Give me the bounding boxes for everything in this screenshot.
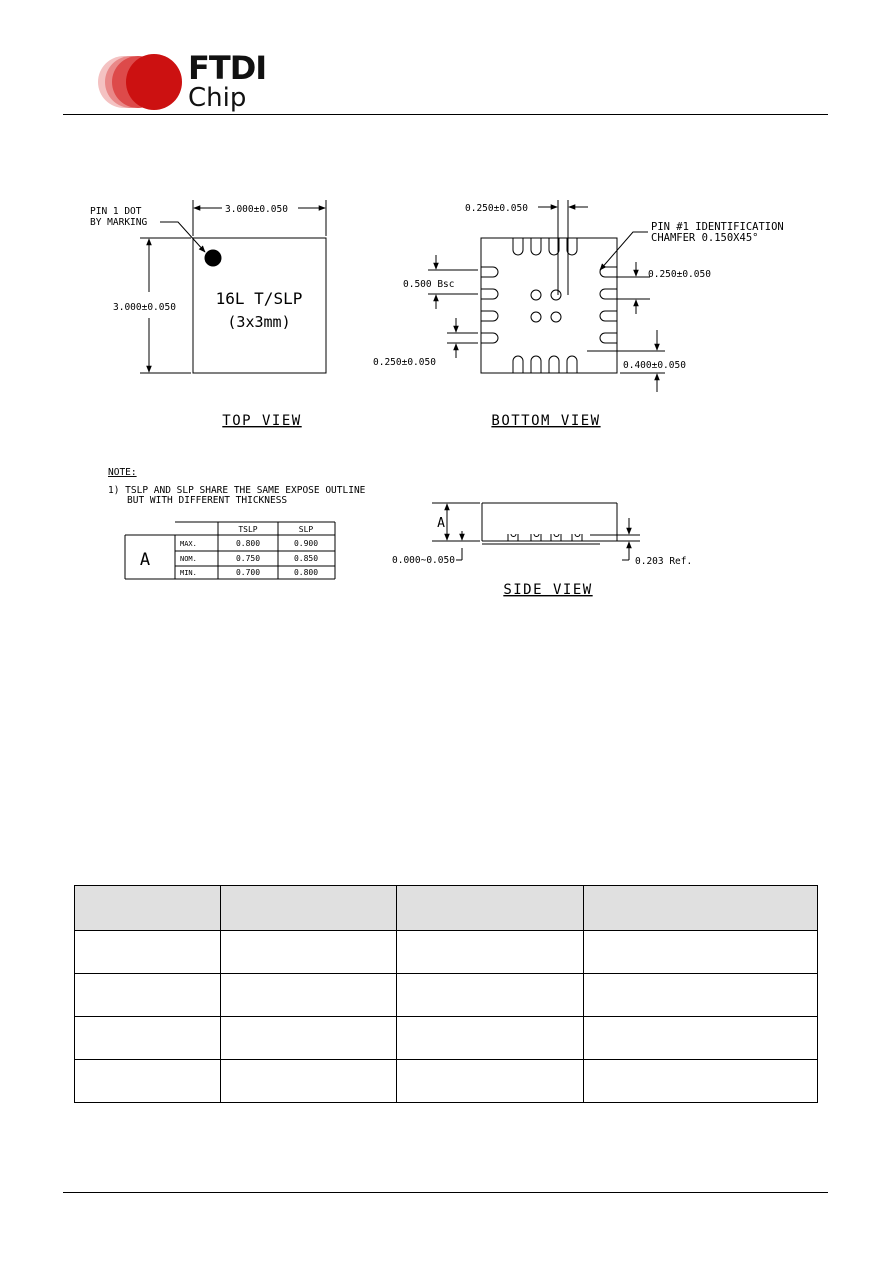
logo-text-ftdi: FTDI (188, 49, 267, 87)
pin1-leader (160, 222, 205, 252)
table-row (75, 974, 818, 1017)
center-pad (551, 312, 561, 322)
table-cell (584, 1060, 818, 1103)
lead (549, 356, 559, 373)
table-cell (75, 1017, 221, 1060)
left-lead-dim: 0.250±0.050 (373, 357, 436, 368)
note-line1: 1) TSLP AND SLP SHARE THE SAME EXPOSE OUTLINE (108, 485, 366, 496)
table-header-row (75, 886, 818, 931)
lead (600, 289, 617, 299)
pin1-note-line2: BY MARKING (90, 217, 148, 228)
table-cell (584, 1017, 818, 1060)
lead (481, 333, 498, 343)
thickness-cell: 0.900 (293, 539, 319, 548)
thickness-cell: 0.700 (235, 568, 261, 577)
table-row (75, 1060, 818, 1103)
thickness-col-slp: SLP (298, 525, 314, 534)
pin1-note-line1: PIN 1 DOT (90, 206, 142, 217)
data-table (74, 885, 818, 1103)
lead (513, 356, 523, 373)
thickness-row-label: MAX. (180, 540, 197, 548)
note-line2: BUT WITH DIFFERENT THICKNESS (127, 495, 288, 506)
table-header-cell (584, 886, 818, 931)
pin1-dot (205, 250, 221, 266)
lead (531, 356, 541, 373)
center-pad (531, 312, 541, 322)
top-view-caption: TOP VIEW (222, 413, 302, 429)
center-pad (551, 290, 561, 300)
thickness-row-label: NOM. (180, 555, 197, 563)
table-cell (75, 931, 221, 974)
lead (481, 289, 498, 299)
thickness-row-label: MIN. (180, 569, 197, 577)
table-cell (396, 974, 584, 1017)
right-lead-dim: 0.250±0.050 (648, 269, 711, 280)
pin1-id-line1: PIN #1 IDENTIFICATION (651, 221, 784, 233)
table-header-cell (75, 886, 221, 931)
lead (531, 238, 541, 255)
note-heading: NOTE: (108, 467, 137, 478)
table-cell (220, 974, 396, 1017)
thickness-cell: 0.800 (235, 539, 261, 548)
bottom-view-caption: BOTTOM VIEW (491, 413, 601, 429)
side-view-caption: SIDE VIEW (503, 582, 593, 598)
lead-length-dim: 0.400±0.050 (623, 360, 686, 371)
table-cell (396, 1017, 584, 1060)
table-row (75, 931, 818, 974)
table-cell (220, 1060, 396, 1103)
package-outline-drawing (0, 0, 892, 620)
package-size: (3x3mm) (227, 313, 291, 331)
table-cell (584, 931, 818, 974)
footer-rule (63, 1192, 828, 1193)
table-cell (396, 1060, 584, 1103)
lead (481, 267, 498, 277)
thickness-cell: 0.850 (293, 554, 319, 563)
thickness-cell: 0.750 (235, 554, 261, 563)
top-width-dim: 3.000±0.050 (225, 204, 288, 215)
pin1-id-line2: CHAMFER 0.150X45° (651, 232, 759, 244)
logo-text-chip: Chip (188, 83, 247, 113)
lead (600, 311, 617, 321)
table-header-cell (220, 886, 396, 931)
table-header-cell (396, 886, 584, 931)
table-cell (584, 974, 818, 1017)
bottom-top-lead-dim: 0.250±0.050 (465, 203, 528, 214)
table-cell (75, 1060, 221, 1103)
lead (600, 333, 617, 343)
table-row (75, 1017, 818, 1060)
pitch-dim: 0.500 Bsc (403, 279, 455, 290)
lead (481, 311, 498, 321)
bottom-view-body (481, 238, 617, 373)
package-name: 16L T/SLP (215, 289, 303, 308)
table-cell (75, 974, 221, 1017)
thickness-symbol: A (139, 550, 151, 570)
table-cell (220, 931, 396, 974)
thickness-cell: 0.800 (293, 568, 319, 577)
table-cell (396, 931, 584, 974)
side-view-a-symbol: A (437, 516, 445, 531)
table-cell (220, 1017, 396, 1060)
lead (600, 267, 617, 277)
thickness-col-tslp: TSLP (238, 525, 258, 534)
center-pad (531, 290, 541, 300)
lead (513, 238, 523, 255)
lead-thickness-dim: 0.203 Ref. (635, 556, 693, 567)
top-height-dim: 3.000±0.050 (113, 302, 176, 313)
standoff-dim: 0.000~0.050 (392, 555, 455, 566)
lead (567, 356, 577, 373)
